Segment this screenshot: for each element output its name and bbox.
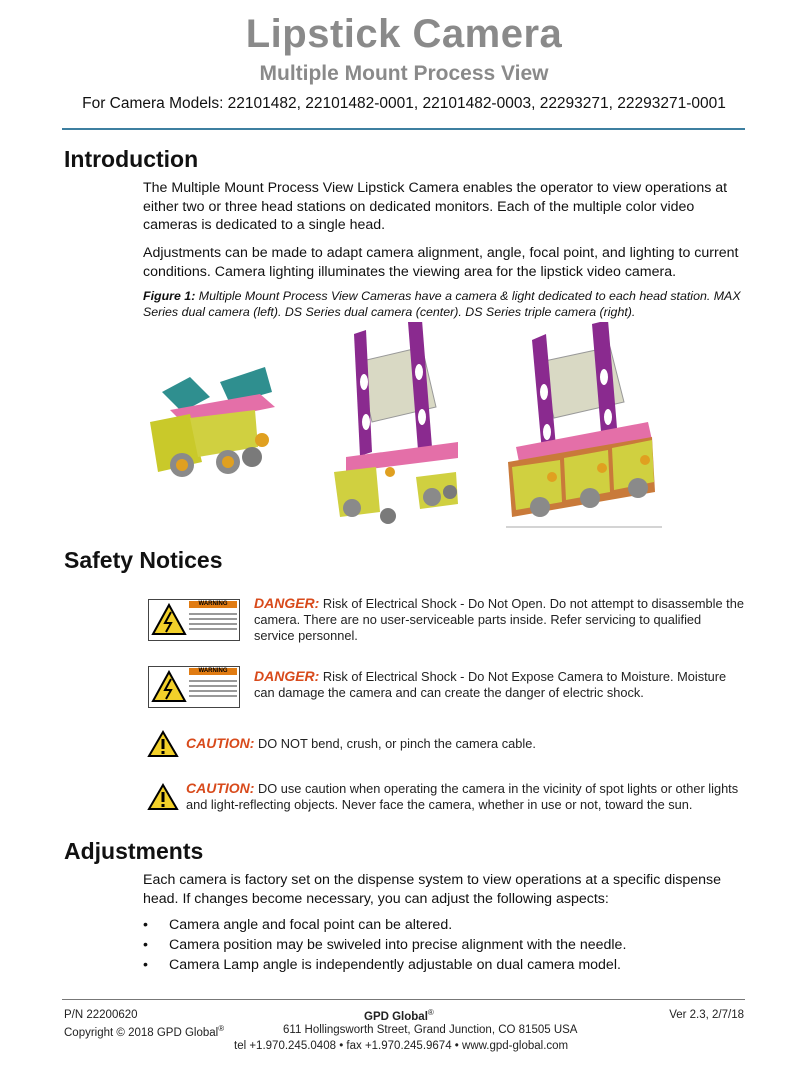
- safety-heading: Safety Notices: [64, 547, 223, 573]
- document-title: Lipstick Camera: [245, 12, 563, 56]
- max-dual-camera-image: [150, 367, 275, 477]
- bullet-glyph: •: [143, 917, 148, 933]
- warning-label-title: WARNING: [189, 601, 237, 608]
- warning-label-title: WARNING: [189, 668, 237, 675]
- version: Ver 2.3, 2/7/18: [669, 1009, 744, 1021]
- header-divider: [62, 128, 745, 130]
- list-item: [143, 915, 626, 935]
- company-contact: tel +1.970.245.0408 • fax +1.970.245.9674 • www.gpd-global.com: [234, 1040, 569, 1052]
- list-item-text: Camera angle and focal point can be altered.: [169, 917, 453, 933]
- warning-label-image-2: [148, 666, 240, 708]
- camera-mounts-figure: [140, 322, 680, 532]
- electric-shock-icon: [151, 602, 187, 638]
- notice-1-lead: DANGER:: [254, 595, 320, 611]
- list-item: [143, 955, 626, 975]
- copyright: [64, 1024, 224, 1039]
- notice-2-lead: DANGER:: [254, 668, 320, 684]
- figure-label: Figure 1:: [143, 289, 196, 303]
- adjustments-paragraph: Each camera is factory set on the dispense system to view operations at a specific dispense head. If changes become necessary, you can adjust the following aspects:: [143, 872, 722, 907]
- safety-notice-2: [254, 668, 744, 701]
- part-number: P/N 22200620: [64, 1009, 138, 1021]
- notice-4-lead: CAUTION:: [186, 780, 255, 796]
- caution-icon: [147, 730, 179, 758]
- notice-3-lead: CAUTION:: [186, 735, 255, 751]
- notice-3-text: DO NOT bend, crush, or pinch the camera cable.: [258, 736, 536, 751]
- figure-caption: [143, 289, 753, 320]
- bullet-glyph: •: [143, 957, 148, 973]
- safety-notice-3: [186, 735, 746, 752]
- copyright-text: Copyright © 2018 GPD Global: [64, 1026, 219, 1039]
- figure-caption-text: Multiple Mount Process View Cameras have a camera & light dedicated to each head station. MAX Series dual camera (left). DS Series dual camera (center). DS Series triple camera (right).: [143, 289, 741, 319]
- adjustments-heading: Adjustments: [64, 838, 204, 864]
- notice-1-text: Risk of Electrical Shock - Do Not Open. Do not attempt to disassemble the camera. There are no user-serviceable parts inside. Refer servicing to qualified service personnel.: [254, 596, 744, 643]
- intro-paragraph-1: The Multiple Mount Process View Lipstick Camera enables the operator to view operations at either two or three head stations on dedicated monitors. Each of the multiple color video cameras is dedicated to a single head.: [143, 180, 728, 233]
- ds-dual-camera-image: [334, 322, 458, 524]
- caution-icon: [147, 783, 179, 811]
- bullet-glyph: •: [143, 937, 148, 953]
- safety-notice-4: [186, 780, 746, 813]
- notice-2-text: Risk of Electrical Shock - Do Not Expose Camera to Moisture. Moisture can damage the camera and can create the danger of electric shock.: [254, 669, 727, 700]
- safety-notice-1: [254, 595, 744, 644]
- registered-mark: ®: [427, 1008, 434, 1017]
- list-item-text: Camera position may be swiveled into precise alignment with the needle.: [169, 937, 627, 953]
- list-item: [143, 935, 626, 955]
- camera-models: For Camera Models: 22101482, 22101482-0001, 22101482-0003, 22293271, 22293271-0001: [82, 95, 726, 112]
- adjustments-list: [143, 915, 626, 975]
- company-name-text: GPD Global: [364, 1010, 428, 1023]
- electric-shock-icon: [151, 669, 187, 705]
- company-name: [364, 1008, 434, 1023]
- list-item-text: Camera Lamp angle is independently adjustable on dual camera model.: [169, 957, 621, 973]
- registered-mark: ®: [218, 1024, 225, 1033]
- footer-divider: [62, 999, 745, 1000]
- ds-triple-camera-image: [506, 322, 662, 527]
- warning-label-image-1: [148, 599, 240, 641]
- company-address: 611 Hollingsworth Street, Grand Junction, CO 81505 USA: [283, 1024, 578, 1036]
- document-subtitle: Multiple Mount Process View: [259, 62, 549, 85]
- intro-paragraph-2: Adjustments can be made to adapt camera alignment, angle, focal point, and lighting to current conditions. Camera lighting illuminates the viewing area for the lipstick video camera.: [143, 245, 739, 280]
- intro-heading: Introduction: [64, 146, 199, 172]
- notice-4-text: DO use caution when operating the camera in the vicinity of spot lights or other lights and light-reflecting objects. Never face the camera, whether in use or not, toward the sun.: [186, 781, 739, 812]
